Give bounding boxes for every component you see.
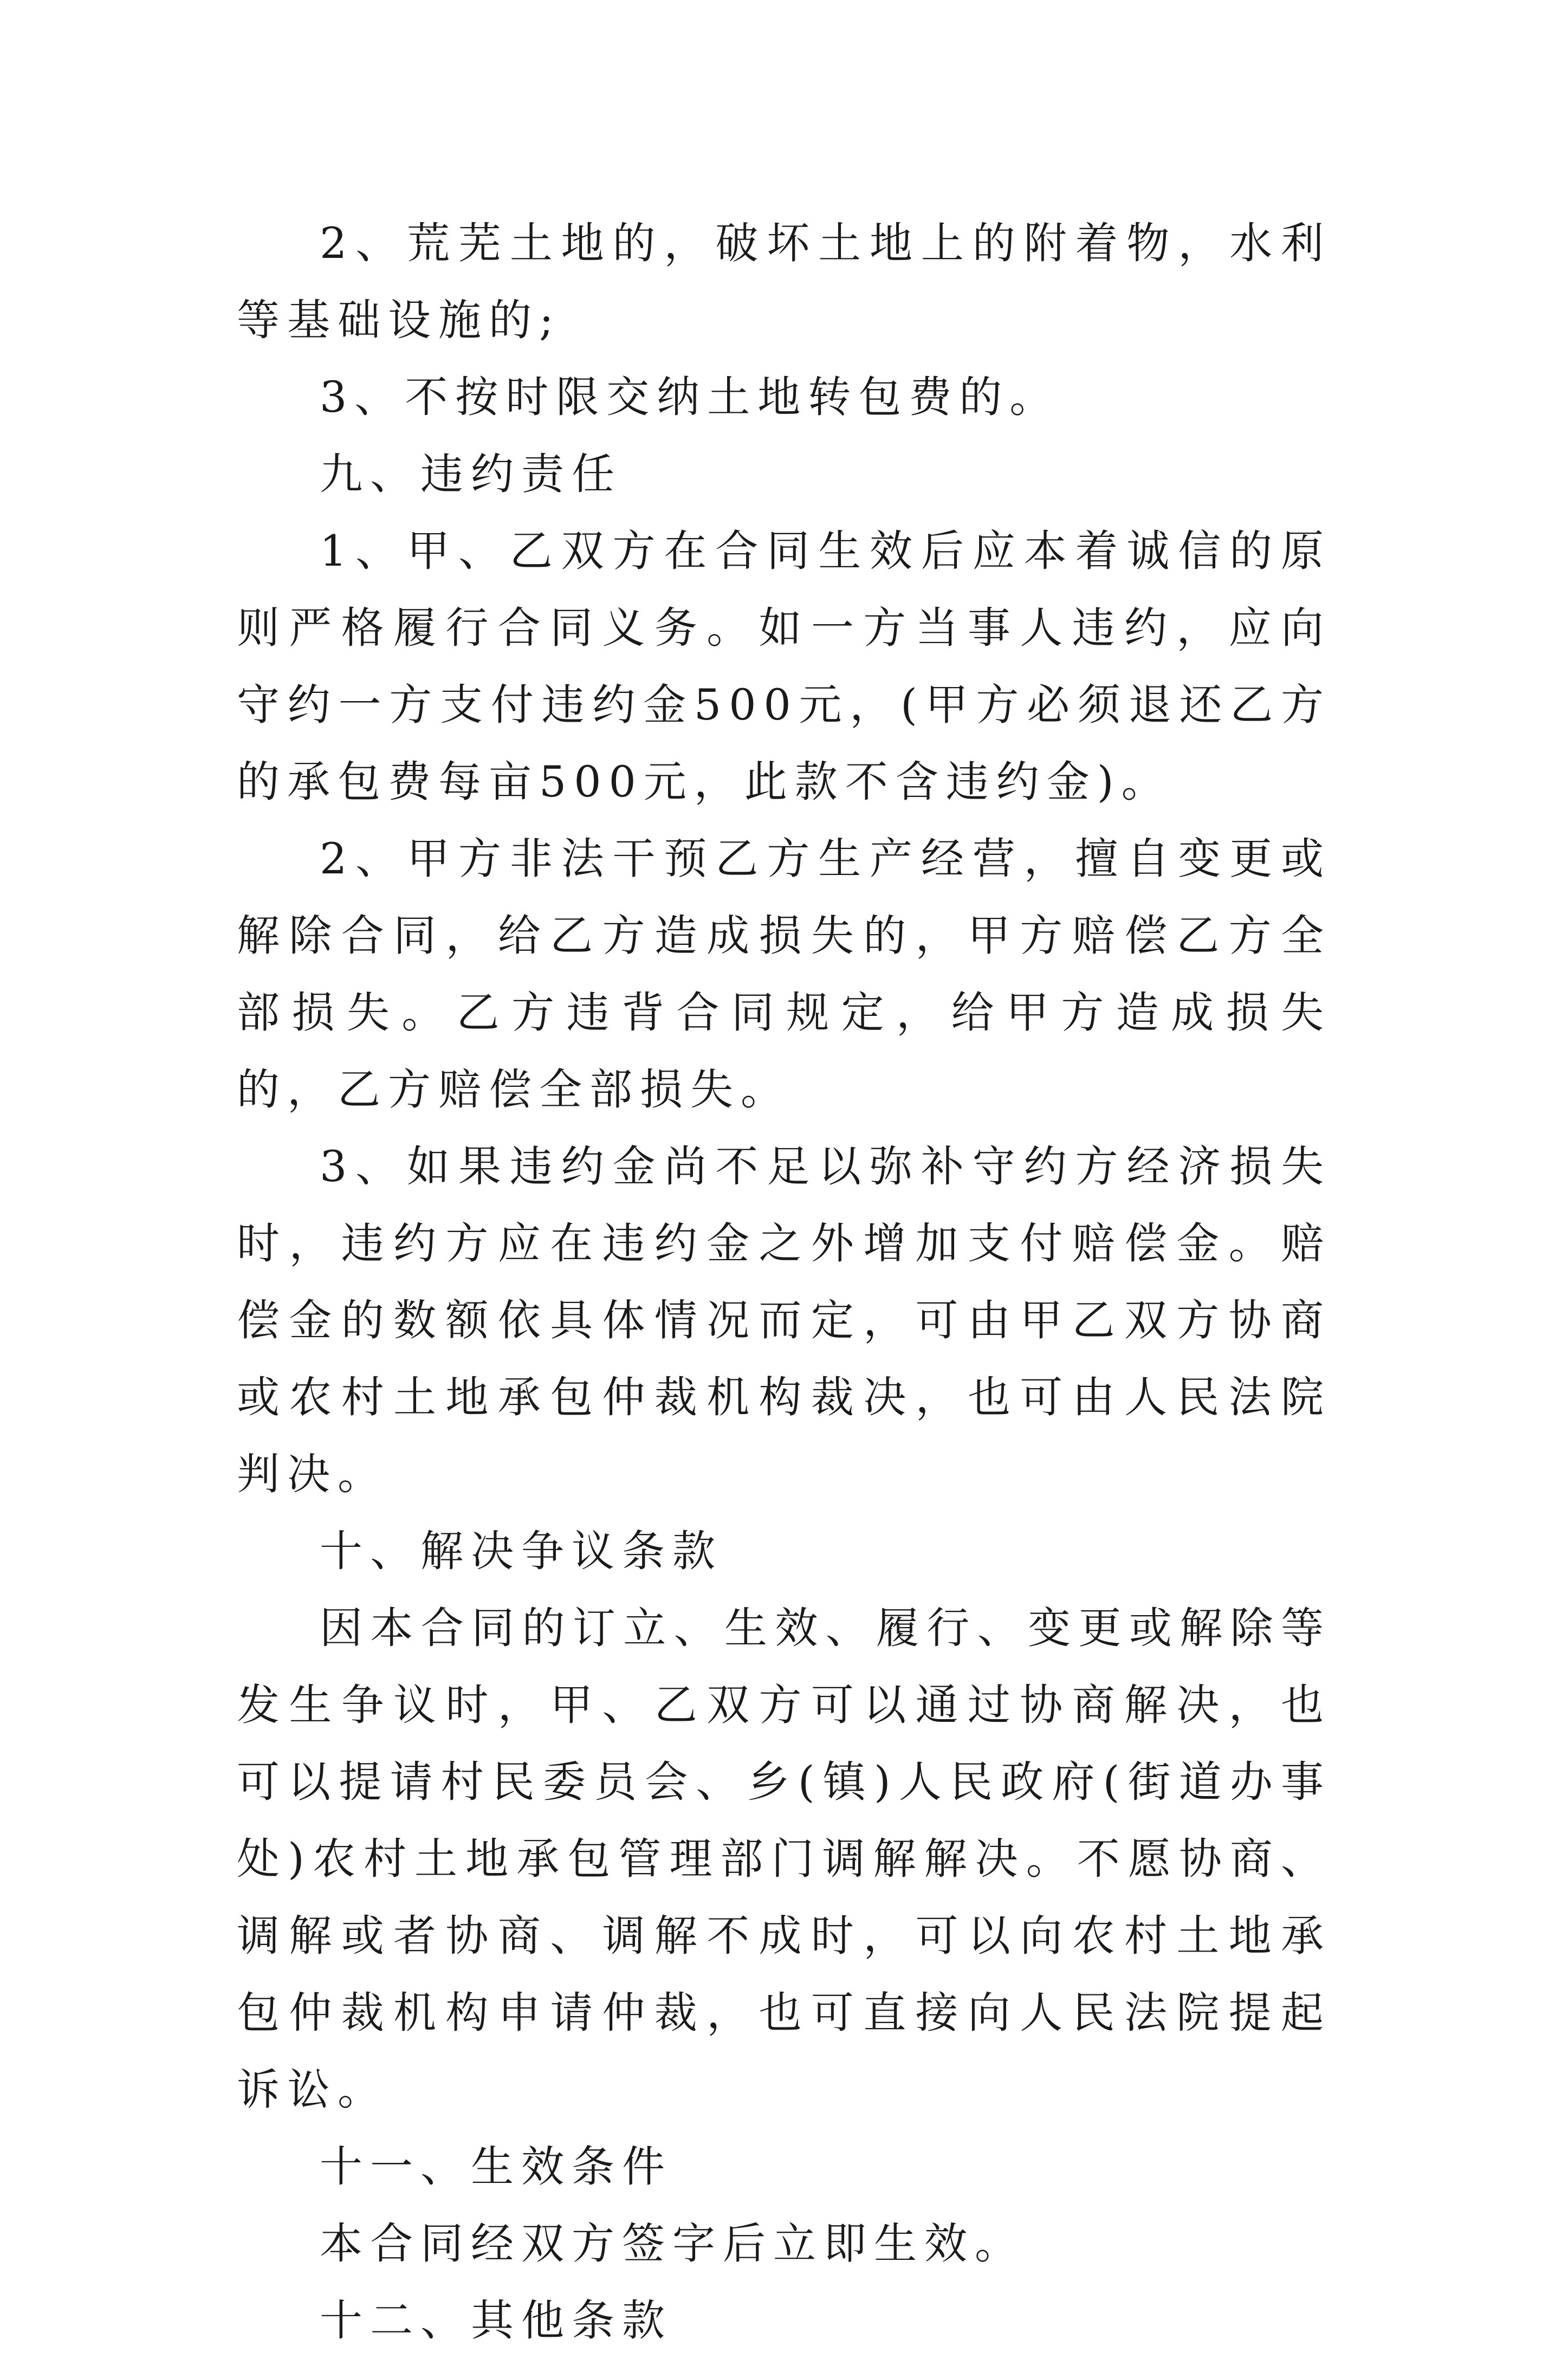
clause-8-item-2: 2、荒芜土地的，破坏土地上的附着物，水利等基础设施的; (237, 218, 1331, 345)
clause-9-item-1: 1、甲、乙双方在合同生效后应本着诚信的原则严格履行合同义务。如一方当事人违约，应向守约一方支付违约金500元，(甲方必须退还乙方的承包费每亩500元，此款不含违约金)。 (237, 526, 1331, 807)
document-body (237, 205, 1331, 2359)
clause-9-item-2: 2、甲方非法干预乙方生产经营，擅自变更或解除合同，给乙方造成损失的，甲方赔偿乙方全部损失。乙方违背合同规定，给甲方造成损失的，乙方赔偿全部损失。 (237, 834, 1331, 1114)
clause-11-body: 本合同经双方签字后立即生效。 (320, 2219, 1025, 2269)
section-heading-other-terms: 十二、其他条款 (320, 2296, 672, 2345)
clause-9-item-3: 3、如果违约金尚不足以弥补守约方经济损失时，违约方应在违约金之外增加支付赔偿金。赔偿金的数额依具体情况而定，可由甲乙双方协商或农村土地承包仲裁机构裁决，也可由人民法院判决。 (237, 1142, 1331, 1499)
clause-10-body: 因本合同的订立、生效、履行、变更或解除等发生争议时，甲、乙双方可以通过协商解决，也可以提请村民委员会、乡(镇)人民政府(街道办事处)农村土地承包管理部门调解解决。不愿协商、调解或者协商、调解不成时，可以向农村土地承包仲裁机构申请仲裁，也可直接向人民法院提起诉讼。 (237, 1603, 1331, 2115)
section-heading-breach-liability: 九、违约责任 (320, 449, 622, 499)
section-heading-dispute-resolution: 十、解决争议条款 (320, 1526, 723, 1576)
clause-8-item-3: 3、不按时限交纳土地转包费的。 (320, 372, 1060, 422)
section-heading-effective-conditions: 十一、生效条件 (320, 2142, 672, 2192)
